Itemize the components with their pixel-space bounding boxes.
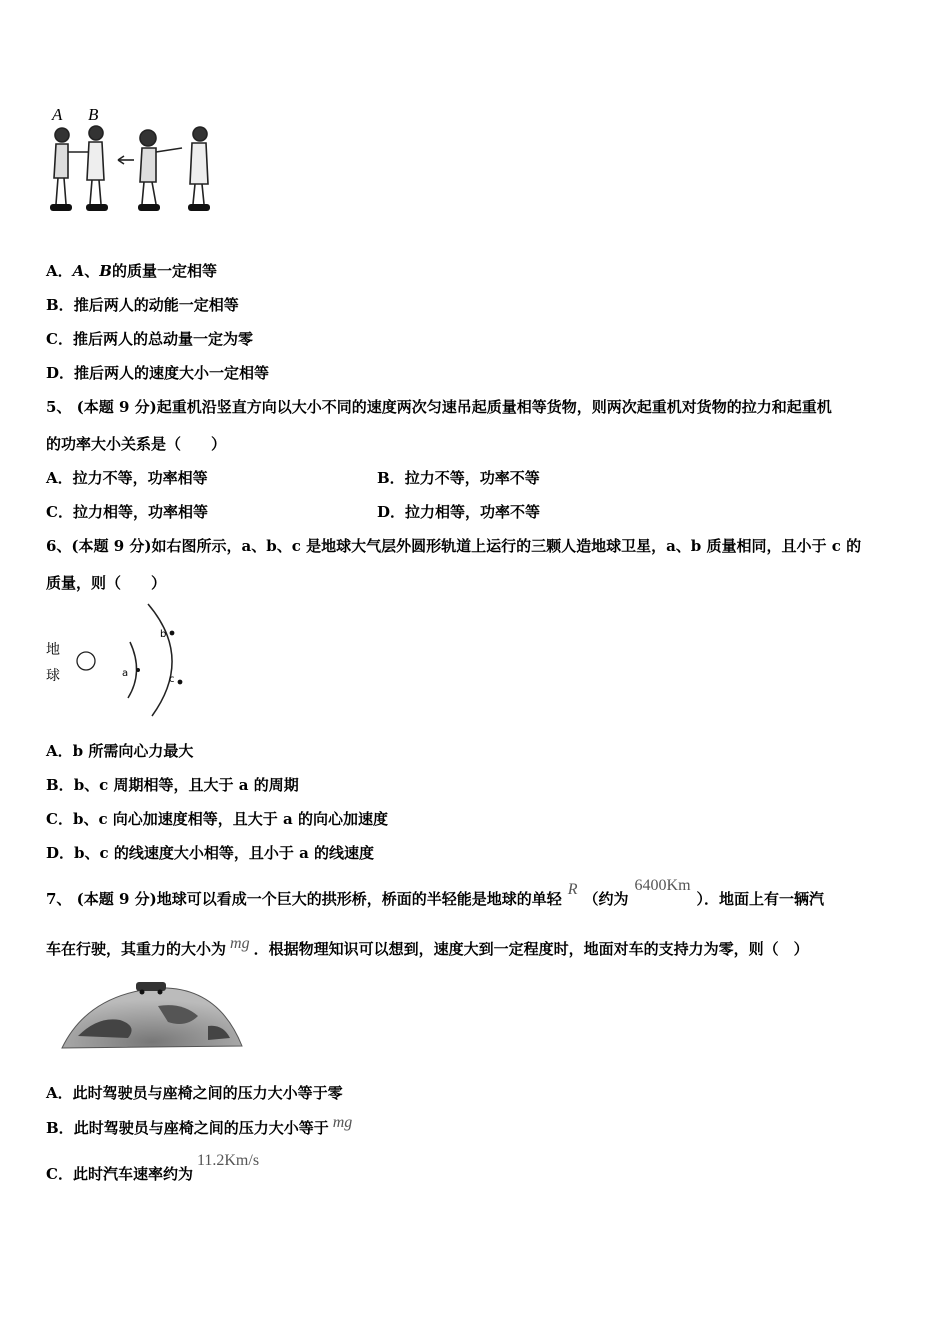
orbit-diagram — [44, 602, 186, 718]
option-text: 拉力相等，功率相等 — [72, 503, 208, 521]
separator: 、 — [84, 262, 100, 280]
orbit-figure — [44, 602, 186, 718]
earth-label-1: 地 — [46, 642, 60, 658]
option-text: 拉力不等，功率不等 — [404, 469, 540, 487]
option-key: C． — [46, 810, 73, 828]
skaters-illustration — [44, 100, 220, 224]
symbol-r: R — [567, 881, 578, 898]
q7-text-line2a: 车在行驶，其重力的大小为 — [46, 940, 227, 958]
option-text: b、c 向心加速度相等，且大于 a 的向心加速度 — [72, 810, 388, 828]
option-key: B． — [377, 469, 405, 487]
option-key: D． — [46, 364, 75, 382]
q5-option-d — [377, 502, 540, 522]
label-sat-b: b — [160, 629, 167, 640]
q6-option-a — [46, 741, 193, 761]
q7-text-part1: 7、 (本题 9 分)地球可以看成一个巨大的拱形桥，桥面的半轻能是地球的单轻 — [46, 890, 562, 908]
q7-text-line2b: ．根据物理知识可以想到，速度大到一定程度时，地面对车的支持力为零，则（ ） — [253, 940, 809, 958]
q6-option-c — [46, 809, 388, 829]
q6-option-b — [46, 775, 299, 795]
symbol-b: B — [99, 262, 112, 280]
option-key: C． — [46, 330, 73, 348]
q7-text-part2: （约为 — [583, 890, 629, 908]
satellite-a — [136, 668, 140, 672]
q5-option-c — [46, 502, 208, 522]
option-key: A． — [46, 1084, 73, 1102]
q5-stem-line1: 5、 (本题 9 分)起重机沿竖直方向以大小不同的速度两次匀速吊起质量相等货物，则两次起重机对货物的拉力和起重机 — [46, 398, 832, 416]
q7-option-a — [46, 1083, 343, 1103]
symbol-mg: mg — [230, 935, 250, 952]
q6-option-d — [46, 843, 374, 863]
arch-bridge-figure — [58, 976, 244, 1052]
option-key: A． — [46, 469, 73, 487]
option-text: b 所需向心力最大 — [72, 742, 194, 760]
q4-option-d — [46, 363, 269, 383]
symbol-a: A — [72, 262, 85, 280]
q4-option-a — [46, 261, 217, 281]
option-key: B． — [46, 296, 74, 314]
option-key: C． — [46, 503, 73, 521]
skaters-figure — [44, 100, 220, 224]
orbit-a — [128, 642, 137, 698]
option-text: 推后两人的速度大小一定相等 — [74, 364, 270, 382]
option-key: B． — [46, 776, 74, 794]
option-text: 此时驾驶员与座椅之间的压力大小等于零 — [72, 1084, 343, 1102]
option-text: 此时驾驶员与座椅之间的压力大小等于 — [73, 1119, 329, 1137]
q6-stem-line1: 6、(本题 9 分)如右图所示，a、b、c 是地球大气层外圆形轨道上运行的三颗人造地球卫星，a、b 质量相同，且小于 c 的 — [46, 537, 862, 555]
orbit-bc — [148, 604, 172, 716]
earth-arch-illustration — [58, 976, 244, 1052]
q5-stem-line2: 的功率大小关系是（ ） — [46, 435, 227, 453]
option-text: b、c 的线速度大小相等，且小于 a 的线速度 — [74, 844, 375, 862]
q7-stem-line1 — [46, 877, 825, 910]
option-text: b、c 周期相等，且大于 a 的周期 — [73, 776, 299, 794]
option-key: D． — [377, 503, 406, 521]
earth-circle — [77, 652, 95, 670]
option-key: C． — [46, 1165, 73, 1183]
option-text: 的质量一定相等 — [111, 262, 217, 280]
q4-option-b — [46, 295, 239, 315]
q5-option-b — [377, 468, 540, 488]
option-text: 拉力相等，功率不等 — [405, 503, 541, 521]
q7-option-b — [46, 1114, 353, 1139]
q7-text-part3: ）．地面上有一辆汽 — [696, 890, 825, 908]
label-sat-a: a — [122, 668, 129, 679]
speed-value: 11.2Km/s — [196, 1152, 260, 1169]
symbol-mg: mg — [332, 1114, 353, 1131]
q6-stem-line2: 质量，则（ ） — [46, 574, 167, 592]
option-key: B． — [46, 1119, 74, 1137]
option-text: 拉力不等，功率相等 — [72, 469, 208, 487]
option-key: D． — [46, 844, 75, 862]
option-key: A． — [46, 742, 73, 760]
option-text: 推后两人的动能一定相等 — [73, 296, 239, 314]
satellite-b — [170, 631, 175, 636]
earth-label-2: 球 — [46, 668, 60, 684]
satellite-c — [178, 680, 183, 685]
q7-stem-line2 — [46, 935, 809, 960]
label-sat-c: c — [169, 674, 175, 685]
label-a: A — [52, 105, 63, 124]
option-text: 此时汽车速率约为 — [72, 1165, 193, 1183]
label-b: B — [88, 105, 99, 124]
q5-option-a — [46, 468, 208, 488]
option-text: 推后两人的总动量一定为零 — [72, 330, 253, 348]
q7-option-c — [46, 1152, 260, 1185]
q4-option-c — [46, 329, 253, 349]
option-key: A． — [46, 262, 73, 280]
radius-value: 6400Km — [634, 877, 691, 894]
